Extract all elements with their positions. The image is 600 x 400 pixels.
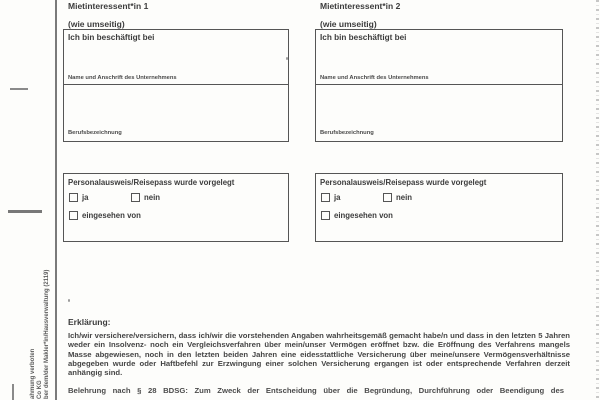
applicant-2-employment-box [315, 29, 563, 142]
checkbox-eingesehen-label: eingesehen von [82, 211, 141, 220]
job-title-field-label: Berufsbezeichnung [320, 130, 374, 136]
applicant-2-header: Mietinteressent*in 2 [320, 1, 401, 11]
applicant-2-id-box [315, 173, 563, 242]
checkbox-eingesehen-label: eingesehen von [334, 211, 393, 220]
checkbox-eingesehen[interactable] [69, 211, 78, 220]
company-name-field-label: Name und Anschrift des Unternehmens [68, 75, 177, 81]
checkbox-nein[interactable] [383, 193, 392, 202]
field-divider [64, 84, 288, 85]
applicant-2-subheader: (wie umseitig) [320, 19, 377, 29]
company-name-field-label: Name und Anschrift des Unternehmens [320, 75, 429, 81]
declaration-footer-partial-text: Belehrung nach § 28 BDSG: Zum Zweck der Entscheidung über die Begründung, Durchführung oder Beendigung des [68, 386, 564, 395]
margin-vertical-line-3: ber dem/der Makler*in/Hausverwaltung (2119) [44, 269, 50, 399]
margin-vertical-text [30, 227, 51, 399]
scan-edge-noise [596, 0, 599, 400]
id-check-title: Personalausweis/Reisepass wurde vorgelegt [68, 178, 235, 187]
declaration-heading: Erklärung: [68, 317, 111, 327]
left-margin-rule [55, 0, 57, 400]
checkbox-ja-label: ja [334, 193, 341, 202]
applicant-1-subheader: (wie umseitig) [68, 19, 125, 29]
checkbox-row-eingesehen [321, 211, 393, 220]
checkbox-ja-label: ja [82, 193, 89, 202]
checkbox-ja[interactable] [321, 193, 330, 202]
margin-vertical-line-1: ahmung verboten [30, 348, 36, 399]
field-divider [316, 84, 562, 85]
checkbox-row-nein [383, 193, 412, 202]
applicant-1-header: Mietinteressent*in 1 [68, 1, 149, 11]
checkbox-nein-label: nein [396, 193, 413, 202]
employment-title: Ich bin beschäftigt bei [68, 33, 155, 42]
checkbox-nein[interactable] [131, 193, 140, 202]
scan-speck [68, 299, 70, 302]
checkbox-eingesehen[interactable] [321, 211, 330, 220]
declaration-body-text: Ich/wir versichere/versichern, dass ich/wir die vorstehenden Angaben wahrheitsgemäß gemacht habe/n und dass in den letzten 5 Jahren weder ein Insolvenz- noch ein Vergleichsverfahren über mein/unser Vermögen eröffnet bzw. die Eröffnung des Verfahrens mangels Masse abgewiesen, noch in den letzten beiden Jahren eine eidesstattliche Versicherung über meine/unsere Vermögensverhältnisse abgegeben wurde oder Haftbefehl zur Erzwingung einer solchen Versicherung ergangen ist oder entsprechende Verfahren derzeit anhängig sind. [68, 331, 570, 378]
applicant-1-employment-box [63, 29, 289, 142]
id-check-title: Personalausweis/Reisepass wurde vorgelegt [320, 178, 487, 187]
job-title-field-label: Berufsbezeichnung [68, 130, 122, 136]
checkbox-row-ja [321, 193, 341, 202]
checkbox-nein-label: nein [144, 193, 161, 202]
checkbox-row-nein [131, 193, 160, 202]
margin-dash-mark [10, 88, 28, 90]
applicant-1-id-box [63, 173, 289, 242]
employment-title: Ich bin beschäftigt bei [320, 33, 407, 42]
checkbox-row-ja [69, 193, 89, 202]
margin-vertical-line-2: Co KG [37, 380, 43, 399]
margin-tick-mark [12, 384, 14, 400]
checkbox-ja[interactable] [69, 193, 78, 202]
declaration-section [68, 317, 570, 395]
checkbox-row-eingesehen [69, 211, 141, 220]
margin-dash-mark [8, 210, 42, 213]
